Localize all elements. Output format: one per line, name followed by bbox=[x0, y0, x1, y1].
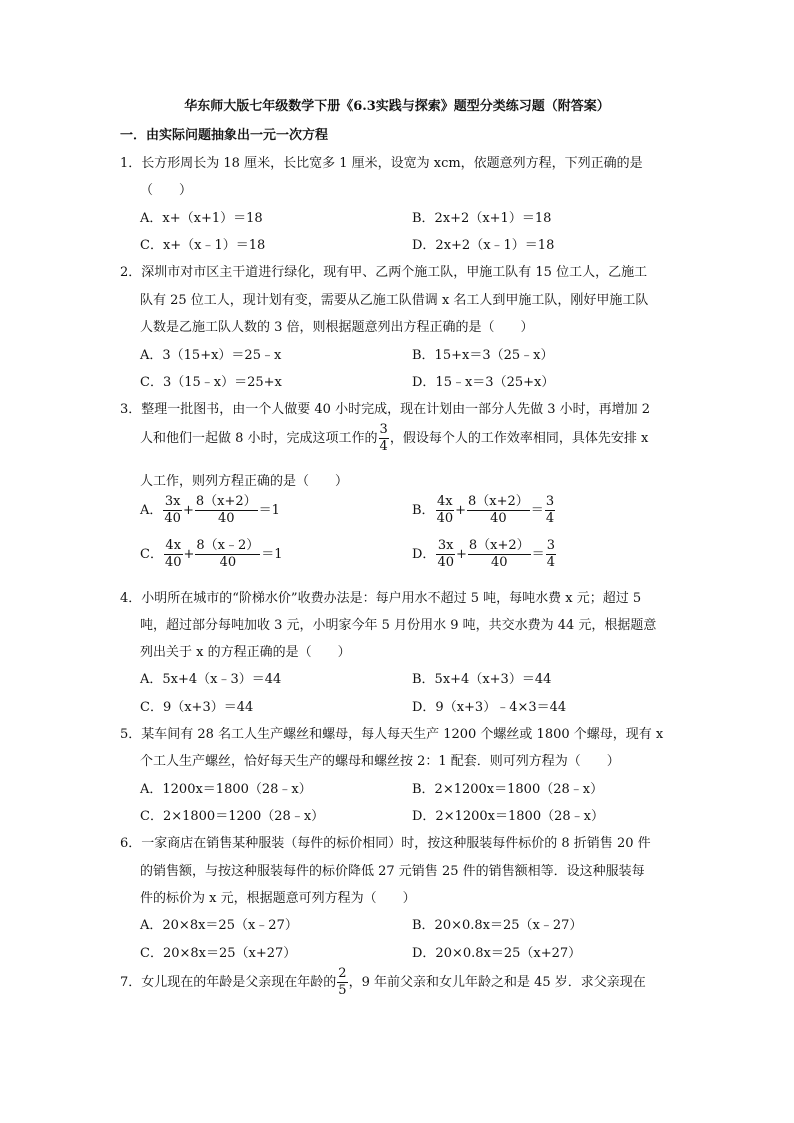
fraction-numerator: 3 bbox=[545, 494, 555, 509]
section-heading: 一．由实际问题抽象出一元一次方程 bbox=[120, 128, 329, 143]
fraction-numerator: 8（x+2） bbox=[468, 494, 529, 509]
operator: + bbox=[182, 503, 194, 518]
fraction-denominator: 40 bbox=[164, 511, 181, 526]
q4-option-d: D．9（x+3）﹣4×3＝44 bbox=[412, 700, 567, 715]
equation-rhs: ＝1 bbox=[261, 547, 283, 562]
question-5-text: 5．某车间有 28 名工人生产螺丝和螺母，每人每天生产 1200 个螺丝或 1800 个螺母，现有 x bbox=[120, 727, 664, 742]
question-2-text-cont: 队有 25 位工人，现计划有变，需要从乙施工队借调 x 名工人到甲施工队，刚好甲施工队 bbox=[140, 293, 649, 308]
question-3-text-cont: 人工作，则列方程正确的是（ ） bbox=[140, 474, 349, 489]
fraction bbox=[195, 494, 258, 527]
q3-option-c bbox=[140, 538, 283, 571]
q3-option-b bbox=[412, 494, 556, 527]
q3-text-part: ，假设每个人的工作效率相同，具体先安排 x bbox=[389, 431, 649, 446]
question-6-text: 6．一家商店在销售某种服装（每件的标价相同）时，按这种服装每件标价的 8 折销售 20 件 bbox=[120, 836, 651, 851]
q4-option-b: B．5x+4（x+3）＝44 bbox=[412, 672, 552, 687]
operator: + bbox=[455, 547, 467, 562]
q1-option-d: D．2x+2（x﹣1）＝18 bbox=[412, 238, 555, 253]
fraction-numerator: 8（x+2） bbox=[468, 538, 530, 553]
question-2-text: 2．深圳市对市区主干道进行绿化，现有甲、乙两个施工队，甲施工队有 15 位工人，乙施工 bbox=[120, 265, 648, 280]
fraction bbox=[164, 538, 183, 571]
fraction-numerator: 3x bbox=[437, 538, 454, 553]
q6-option-d: D．20×0.8x＝25（x+27） bbox=[412, 946, 582, 961]
q6-option-b: B．20×0.8x＝25（x﹣27） bbox=[412, 918, 583, 933]
q2-option-a: A．3（15+x）＝25﹣x bbox=[140, 348, 282, 363]
question-6-text-cont: 的销售额，与按这种服装每件的标价降低 27 元销售 25 件的销售额相等．设这种服装每 bbox=[140, 864, 645, 879]
fraction bbox=[379, 422, 389, 455]
fraction bbox=[436, 494, 455, 527]
operator: + bbox=[455, 503, 467, 518]
fraction-denominator: 40 bbox=[164, 555, 182, 570]
operator: + bbox=[183, 547, 195, 562]
fraction bbox=[195, 538, 260, 571]
fraction-numerator: 3x bbox=[164, 494, 181, 509]
fraction-denominator: 40 bbox=[491, 555, 508, 570]
operator: ＝ bbox=[531, 547, 545, 562]
q5-option-b: B．2×1200x＝1800（28﹣x） bbox=[412, 782, 604, 797]
fraction-numerator: 8（x﹣2） bbox=[196, 538, 260, 553]
fraction-numerator: 4x bbox=[165, 538, 182, 553]
q5-option-a: A．1200x＝1800（28﹣x） bbox=[140, 782, 312, 797]
question-5-text-cont: 个工人生产螺丝，恰好每天生产的螺母和螺丝按 2：1 配套．则可列方程为（ ） bbox=[140, 754, 620, 769]
question-3-text-cont bbox=[140, 422, 648, 455]
fraction bbox=[467, 494, 530, 527]
option-label: A． bbox=[140, 503, 163, 518]
question-3-text: 3．整理一批图书，由一个人做要 40 小时完成，现在计划由一部分人先做 3 小时，再增加 2 bbox=[120, 402, 651, 417]
fraction-denominator: 40 bbox=[437, 555, 454, 570]
fraction-denominator: 40 bbox=[490, 511, 507, 526]
q7-text-part: ，9 年前父亲和女儿年龄之和是 45 岁．求父亲现在 bbox=[348, 975, 646, 990]
q3-option-d bbox=[412, 538, 557, 571]
fraction-denominator: 40 bbox=[219, 555, 237, 570]
q1-option-b: B．2x+2（x+1）＝18 bbox=[412, 211, 552, 226]
question-4-text: 4．小明所在城市的“阶梯水价”收费办法是：每户用水不超过 5 吨，每吨水费 x 元；超过 5 bbox=[120, 591, 642, 606]
q2-option-b: B．15+x＝3（25﹣x） bbox=[412, 348, 554, 363]
fraction-denominator: 40 bbox=[436, 511, 454, 526]
fraction-denominator: 4 bbox=[379, 439, 388, 454]
q5-option-c: C．2×1800＝1200（28﹣x） bbox=[140, 809, 325, 824]
q3-option-a bbox=[140, 494, 280, 527]
fraction-numerator: 2 bbox=[338, 966, 347, 981]
question-1-text: 1．长方形周长为 18 厘米，长比宽多 1 厘米，设宽为 xcm，依题意列方程，下列正确的是 bbox=[120, 156, 643, 171]
q3-text-part: 人和他们一起做 8 小时，完成这项工作的 bbox=[140, 431, 378, 446]
q6-option-a: A．20×8x＝25（x﹣27） bbox=[140, 918, 298, 933]
fraction-denominator: 40 bbox=[217, 511, 235, 526]
fraction-denominator: 4 bbox=[546, 555, 555, 570]
fraction-numerator: 3 bbox=[546, 538, 555, 553]
fraction bbox=[468, 538, 531, 571]
q1-option-a: A．x+（x+1）＝18 bbox=[140, 211, 263, 226]
question-1-text-cont: （ ） bbox=[140, 183, 193, 198]
q7-text-part: 7．女儿现在的年龄是父亲现在年龄的 bbox=[120, 975, 337, 990]
fraction-denominator: 5 bbox=[338, 983, 347, 998]
fraction bbox=[337, 966, 347, 999]
option-label: B． bbox=[412, 503, 435, 518]
q5-option-d: D．2×1200x＝1800（28﹣x） bbox=[412, 809, 604, 824]
operator: ＝ bbox=[530, 503, 544, 518]
question-4-text-cont: 列出关于 x 的方程正确的是（ ） bbox=[140, 645, 351, 660]
fraction bbox=[545, 494, 555, 527]
question-4-text-cont: 吨，超过部分每吨加收 3 元，小明家今年 5 月份用水 9 吨，共交水费为 44 元，根据题意 bbox=[140, 618, 657, 633]
q4-option-c: C．9（x+3）＝44 bbox=[140, 700, 254, 715]
fraction-denominator: 4 bbox=[545, 511, 555, 526]
q1-option-c: C．x+（x﹣1）＝18 bbox=[140, 238, 266, 253]
question-7-text bbox=[120, 966, 646, 999]
option-label: C． bbox=[140, 547, 163, 562]
fraction bbox=[436, 538, 455, 571]
fraction bbox=[163, 494, 182, 527]
q4-option-a: A．5x+4（x﹣3）＝44 bbox=[140, 672, 282, 687]
fraction-numerator: 4x bbox=[437, 494, 453, 509]
q2-option-c: C．3（15﹣x）＝25+x bbox=[140, 375, 282, 390]
option-label: D． bbox=[412, 547, 436, 562]
fraction-numerator: 8（x+2） bbox=[195, 494, 257, 509]
fraction bbox=[546, 538, 556, 571]
question-2-text-cont: 人数是乙施工队人数的 3 倍，则根据题意列出方程正确的是（ ） bbox=[140, 320, 534, 335]
page-title: 华东师大版七年级数学下册《6.3实践与探索》题型分类练习题（附答案） bbox=[184, 99, 610, 114]
q2-option-d: D．15﹣x＝3（25+x） bbox=[412, 375, 555, 390]
q6-option-c: C．20×8x＝25（x+27） bbox=[140, 946, 297, 961]
equation-rhs: ＝1 bbox=[258, 503, 280, 518]
fraction-numerator: 3 bbox=[379, 422, 388, 437]
question-6-text-cont: 件的标价为 x 元，根据题意可列方程为（ ） bbox=[140, 891, 416, 906]
